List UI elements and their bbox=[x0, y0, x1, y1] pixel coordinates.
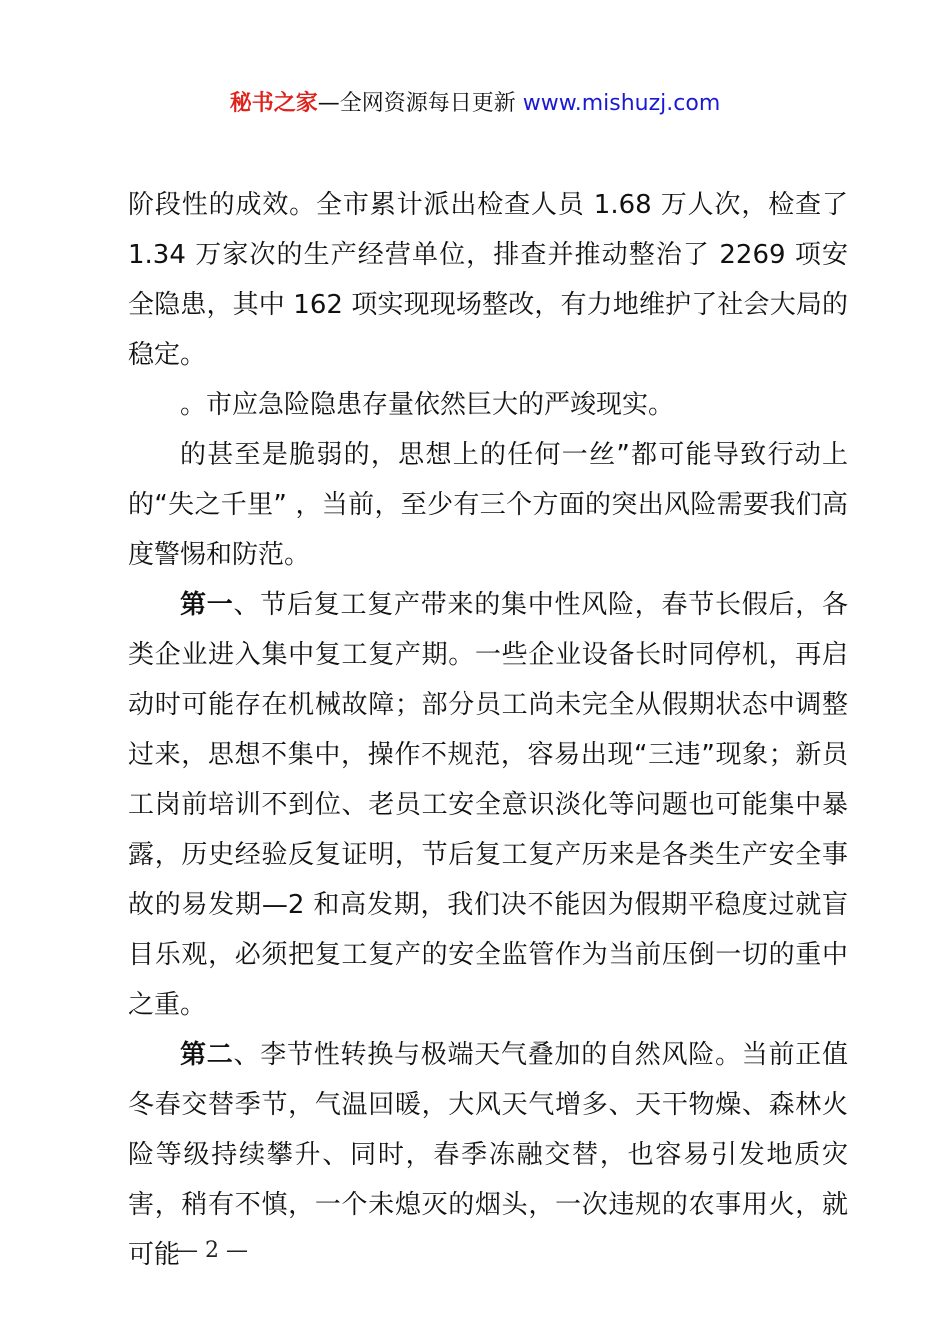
paragraph-4-lead: 第一 bbox=[180, 590, 234, 620]
site-header bbox=[0, 86, 950, 122]
paragraph-4-text: 、节后复工复产带来的集中性风险，春节长假后，各类企业进入集中复工复产期。一些企业设备长时同停机，再启动时可能存在机械故障；部分员工尚未完全从假期状态中调整过来，思想不集中，操作不规范，容易出现“三违”现象；新员工岗前培训不到位、老员工安全意识淡化等问题也可能集中暴露，历史经验反复证明，节后复工复产历来是各类生产安全事故的易发期—2 和高发期，我们决不能因为假期平稳度过就盲目乐观，必须把复工复产的安全监管作为当前压倒一切的重中之重。 bbox=[128, 590, 848, 1020]
header-tagline: —全网资源每日更新 bbox=[317, 91, 523, 116]
paragraph-3: 的甚至是脆弱的，思想上的任何一丝”都可能导致行动上的“失之千里” ，当前，至少有三个方面的突出风险需要我们高度警惕和防范。 bbox=[128, 440, 848, 570]
site-url-link[interactable]: www.mishuzj.com bbox=[522, 91, 721, 116]
page-number: — 2 — bbox=[176, 1238, 248, 1263]
paragraph-1: 阶段性的成效。全市累计派出检查人员 1.68 万人次，检查了 1.34 万家次的生产经营单位，排查并推动整治了 2269 项安全隐患，其中 162 项实现现场整改，有力地维护了社会大局的稳定。 bbox=[128, 190, 848, 370]
paragraph-4 bbox=[128, 580, 848, 1030]
paragraph-5-lead: 第二 bbox=[180, 1040, 234, 1070]
brand-name: 秘书之家 bbox=[229, 91, 318, 116]
paragraph-5-text: 、李节性转换与极端天气叠加的自然风险。当前正值冬春交替季节，气温回暖，大风天气增多、天干物燥、森林火险等级持续攀升、同时，春季冻融交替，也容易引发地质灾害，稍有不慎，一个未熄灭的烟头，一次违规的农事用火，就可能 bbox=[128, 1040, 848, 1270]
document-body bbox=[128, 180, 848, 1280]
paragraph-2: 。市应急险隐患存量依然巨大的严竣现实。 bbox=[180, 390, 675, 420]
